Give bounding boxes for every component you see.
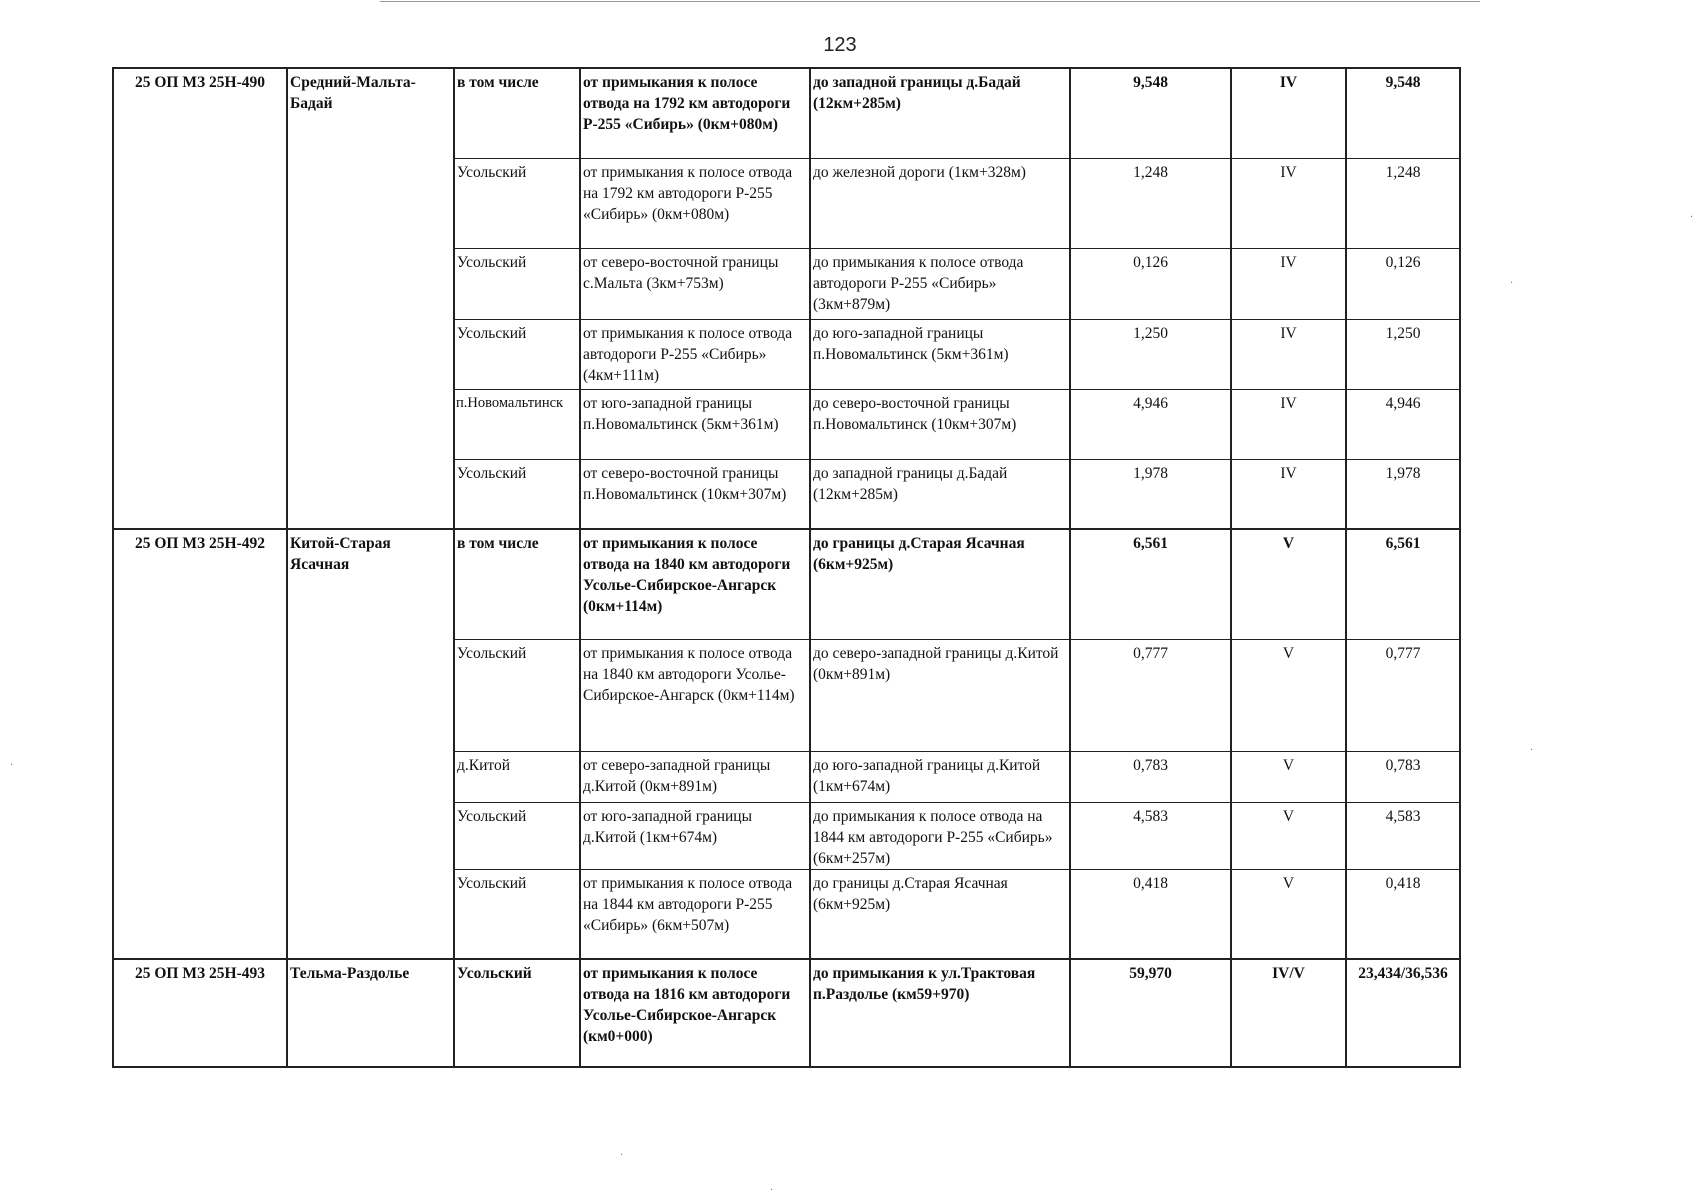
segment-category: V [1231, 802, 1346, 869]
segment-district: д.Китой [454, 751, 580, 802]
segment-to: до юго-западной границы д.Китой (1км+674м) [810, 751, 1070, 802]
segment-from: от примыкания к полосе отвода на 1844 км автодороги Р-255 «Сибирь» (6км+507м) [580, 869, 810, 959]
segment-to: до примыкания к полосе отвода на 1844 км автодороги Р-255 «Сибирь» (6км+257м) [810, 802, 1070, 869]
segment-to: до западной границы д.Бадай (12км+285м) [810, 459, 1070, 529]
segment-length: 4,946 [1070, 389, 1231, 459]
segment-district: Усольский [454, 869, 580, 959]
segment-total: 0,783 [1346, 751, 1460, 802]
scan-speck: · [1510, 278, 1514, 289]
segment-category: IV [1231, 248, 1346, 319]
scan-speck: · [10, 760, 14, 771]
segment-to: до северо-западной границы д.Китой (0км+891м) [810, 639, 1070, 751]
segment-district: в том числе [454, 68, 580, 158]
segment-to: до северо-восточной границы п.Новомальтинск (10км+307м) [810, 389, 1070, 459]
segment-to: до юго-западной границы п.Новомальтинск (5км+361м) [810, 319, 1070, 389]
segment-category: V [1231, 751, 1346, 802]
segment-category: V [1231, 529, 1346, 639]
segment-total: 0,126 [1346, 248, 1460, 319]
segment-total: 1,250 [1346, 319, 1460, 389]
segment-length: 1,250 [1070, 319, 1231, 389]
segment-district: Усольский [454, 802, 580, 869]
segment-category: V [1231, 639, 1346, 751]
segment-length: 6,561 [1070, 529, 1231, 639]
segment-category: IV [1231, 459, 1346, 529]
segment-category: IV [1231, 319, 1346, 389]
table-row [113, 959, 1460, 1067]
scan-top-line [380, 1, 1480, 2]
segment-total: 6,561 [1346, 529, 1460, 639]
road-code: 25 ОП МЗ 25Н-493 [113, 959, 287, 1067]
segment-length: 0,783 [1070, 751, 1231, 802]
segment-district: Усольский [454, 639, 580, 751]
scan-speck: · [1690, 212, 1694, 223]
segment-from: от примыкания к полосе отвода на 1840 км автодороги Усолье-Сибирское-Ангарск (0км+114м) [580, 639, 810, 751]
segment-length: 0,418 [1070, 869, 1231, 959]
table-row [113, 68, 1460, 158]
segment-from: от примыкания к полосе отвода на 1792 км автодороги Р-255 «Сибирь» (0км+080м) [580, 68, 810, 158]
segment-total: 0,777 [1346, 639, 1460, 751]
segment-from: от северо-западной границы д.Китой (0км+891м) [580, 751, 810, 802]
scan-speck: · [1530, 745, 1534, 756]
segment-district: Усольский [454, 248, 580, 319]
segment-district: в том числе [454, 529, 580, 639]
road-name: Средний-Мальта-Бадай [287, 68, 454, 529]
segment-from: от примыкания к полосе отвода на 1816 км автодороги Усолье-Сибирское-Ангарск (км0+000) [580, 959, 810, 1067]
segment-to: до железной дороги (1км+328м) [810, 158, 1070, 248]
segment-total: 4,946 [1346, 389, 1460, 459]
segment-from: от примыкания к полосе отвода на 1792 км автодороги Р-255 «Сибирь» (0км+080м) [580, 158, 810, 248]
segment-to: до границы д.Старая Ясачная (6км+925м) [810, 529, 1070, 639]
segment-from: от примыкания к полосе отвода на 1840 км автодороги Усолье-Сибирское-Ангарск (0км+114м) [580, 529, 810, 639]
segment-from: от примыкания к полосе отвода автодороги Р-255 «Сибирь» (4км+111м) [580, 319, 810, 389]
scan-speck: · [620, 1150, 624, 1161]
road-code: 25 ОП МЗ 25Н-490 [113, 68, 287, 529]
segment-length: 9,548 [1070, 68, 1231, 158]
segment-length: 1,978 [1070, 459, 1231, 529]
segment-total: 9,548 [1346, 68, 1460, 158]
road-code: 25 ОП МЗ 25Н-492 [113, 529, 287, 959]
segment-from: от юго-западной границы п.Новомальтинск (5км+361м) [580, 389, 810, 459]
segment-to: до границы д.Старая Ясачная (6км+925м) [810, 869, 1070, 959]
segment-length: 1,248 [1070, 158, 1231, 248]
segment-category: IV [1231, 389, 1346, 459]
segment-district: Усольский [454, 459, 580, 529]
table-row [113, 529, 1460, 639]
segment-from: от юго-западной границы д.Китой (1км+674м) [580, 802, 810, 869]
segment-district: Усольский [454, 959, 580, 1067]
segment-total: 1,248 [1346, 158, 1460, 248]
segment-category: IV/V [1231, 959, 1346, 1067]
segment-to: до примыкания к полосе отвода автодороги Р-255 «Сибирь» (3км+879м) [810, 248, 1070, 319]
segment-category: IV [1231, 68, 1346, 158]
segment-length: 0,126 [1070, 248, 1231, 319]
segment-category: V [1231, 869, 1346, 959]
road-name: Тельма-Раздолье [287, 959, 454, 1067]
segment-district: Усольский [454, 319, 580, 389]
segment-to: до примыкания к ул.Трактовая п.Раздолье (км59+970) [810, 959, 1070, 1067]
segment-district: п.Новомальтинск [454, 389, 580, 459]
segment-from: от северо-восточной границы с.Мальта (3км+753м) [580, 248, 810, 319]
segment-district: Усольский [454, 158, 580, 248]
scan-speck: · [770, 1185, 774, 1196]
segment-total: 4,583 [1346, 802, 1460, 869]
roads-table [112, 67, 1461, 1068]
segment-length: 4,583 [1070, 802, 1231, 869]
segment-from: от северо-восточной границы п.Новомальтинск (10км+307м) [580, 459, 810, 529]
segment-total: 0,418 [1346, 869, 1460, 959]
segment-category: IV [1231, 158, 1346, 248]
segment-total: 23,434/36,536 [1346, 959, 1460, 1067]
segment-length: 59,970 [1070, 959, 1231, 1067]
road-name: Китой-Старая Ясачная [287, 529, 454, 959]
segment-to: до западной границы д.Бадай (12км+285м) [810, 68, 1070, 158]
segment-length: 0,777 [1070, 639, 1231, 751]
page-number: 123 [823, 34, 857, 56]
segment-total: 1,978 [1346, 459, 1460, 529]
